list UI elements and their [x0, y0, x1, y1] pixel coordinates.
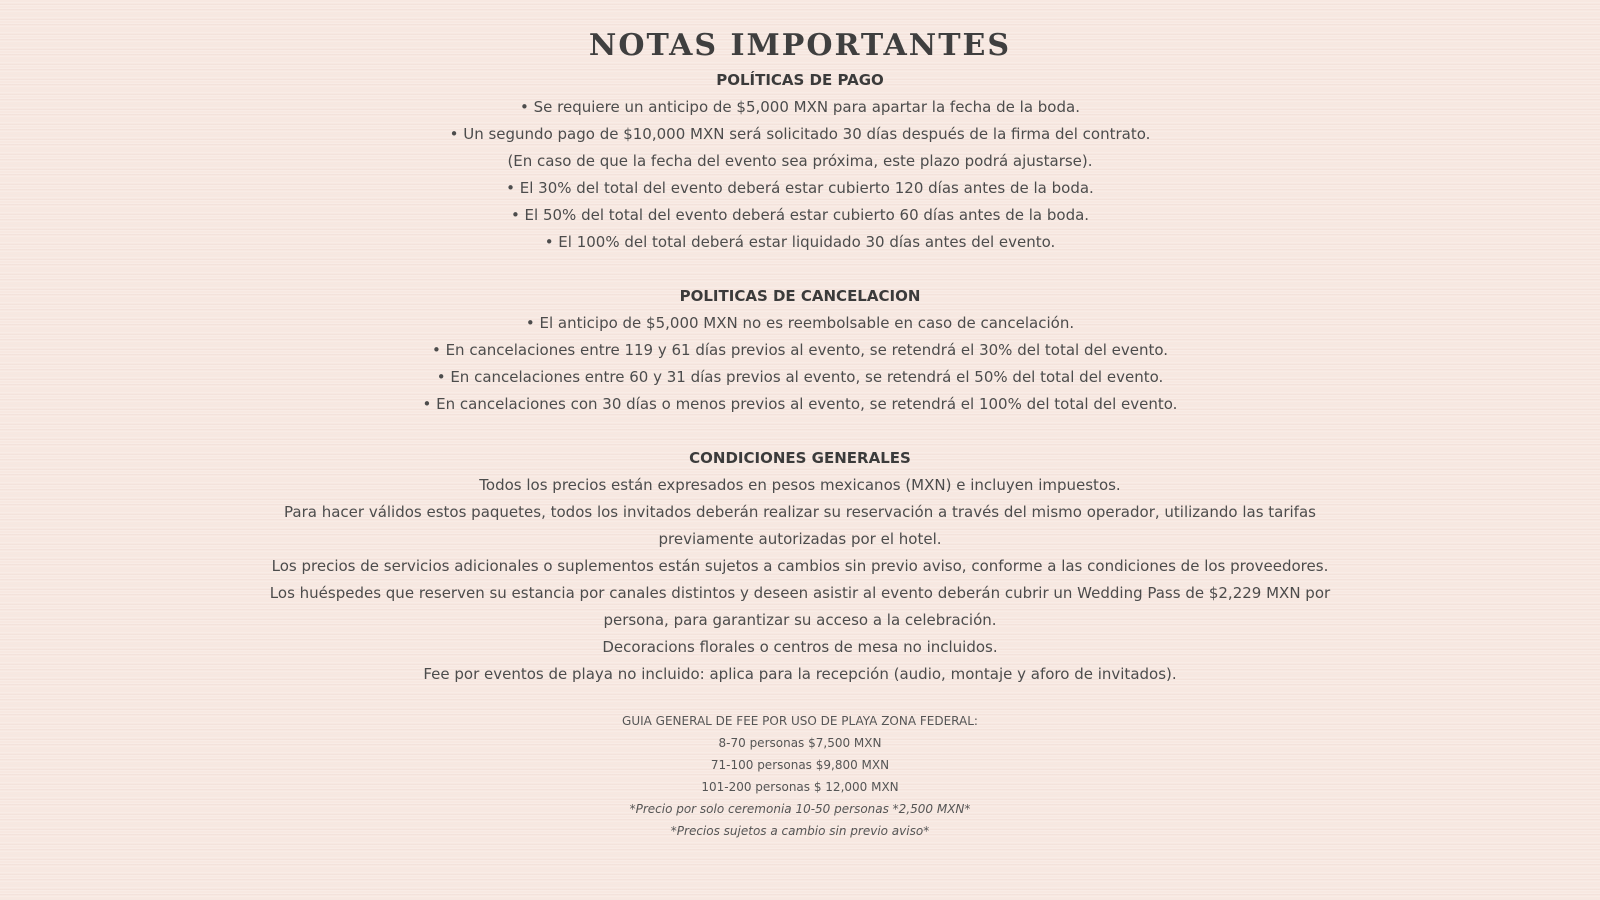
general-condition-line: Decoracions florales o centros de mesa no incluidos. [602, 638, 998, 656]
cancellation-policy-line: • En cancelaciones entre 119 y 61 días previos al evento, se retendrá el 30% del total del evento. [431, 341, 1169, 359]
payment-policy-line: (En caso de que la fecha del evento sea próxima, este plazo podrá ajustarse). [507, 152, 1093, 170]
payment-policy-line: • Se requiere un anticipo de $5,000 MXN para apartar la fecha de la boda. [520, 98, 1080, 116]
general-condition-line: Los huéspedes que reserven su estancia por canales distintos y deseen asistir al evento deberán cubrir un Wedding Pass de $2,229 MXN por persona, para garantizar su acceso a la celebración. [269, 584, 1331, 629]
beach-fee-note: *Precios sujetos a cambio sin previo aviso* [670, 824, 930, 838]
beach-fee-section [0, 710, 1600, 842]
cancellation-policies-section [0, 283, 1600, 418]
general-condition-line: Fee por eventos de playa no incluido: aplica para la recepción (audio, montaje y aforo de invitados). [423, 665, 1177, 683]
cancellation-policy-line: • El anticipo de $5,000 MXN no es reembolsable en caso de cancelación. [525, 314, 1075, 332]
payment-policy-line: • El 100% del total deberá estar liquidado 30 días antes del evento. [544, 233, 1056, 251]
general-conditions-heading: CONDICIONES GENERALES [689, 449, 911, 467]
payment-policies-section [0, 67, 1600, 256]
general-condition-line: Los precios de servicios adicionales o suplementos están sujetos a cambios sin previo aviso, conforme a las condiciones de los proveedores. [271, 557, 1329, 575]
beach-fee-heading: GUIA GENERAL DE FEE POR USO DE PLAYA ZONA FEDERAL: [622, 714, 978, 728]
beach-fee-tier: 71-100 personas $9,800 MXN [710, 758, 890, 772]
payment-policies-heading: POLÍTICAS DE PAGO [716, 71, 884, 89]
beach-fee-note: *Precio por solo ceremonia 10-50 personas *2,500 MXN* [629, 802, 971, 816]
payment-policy-line: • El 30% del total del evento deberá estar cubierto 120 días antes de la boda. [506, 179, 1094, 197]
beach-fee-tier: 101-200 personas $ 12,000 MXN [701, 780, 899, 794]
section-spacer [0, 256, 1600, 283]
payment-policy-line: • Un segundo pago de $10,000 MXN será solicitado 30 días después de la firma del contrato. [449, 125, 1151, 143]
cancellation-policy-line: • En cancelaciones con 30 días o menos previos al evento, se retendrá el 100% del total del evento. [422, 395, 1178, 413]
page-title: NOTAS IMPORTANTES [588, 28, 1012, 63]
payment-policy-line: • El 50% del total del evento deberá estar cubierto 60 días antes de la boda. [510, 206, 1090, 224]
section-spacer [0, 418, 1600, 445]
cancellation-policy-line: • En cancelaciones entre 60 y 31 días previos al evento, se retendrá el 50% del total del evento. [436, 368, 1164, 386]
section-spacer [0, 688, 1600, 710]
general-condition-line: Todos los precios están expresados en pesos mexicanos (MXN) e incluyen impuestos. [479, 476, 1121, 494]
general-condition-line: Para hacer válidos estos paquetes, todos los invitados deberán realizar su reservación a través del mismo operador, utilizando las tarifas previamente autorizadas por el hotel. [284, 503, 1316, 548]
beach-fee-tier: 8-70 personas $7,500 MXN [718, 736, 882, 750]
general-conditions-section [0, 445, 1600, 688]
cancellation-policies-heading: POLITICAS DE CANCELACION [679, 287, 921, 305]
